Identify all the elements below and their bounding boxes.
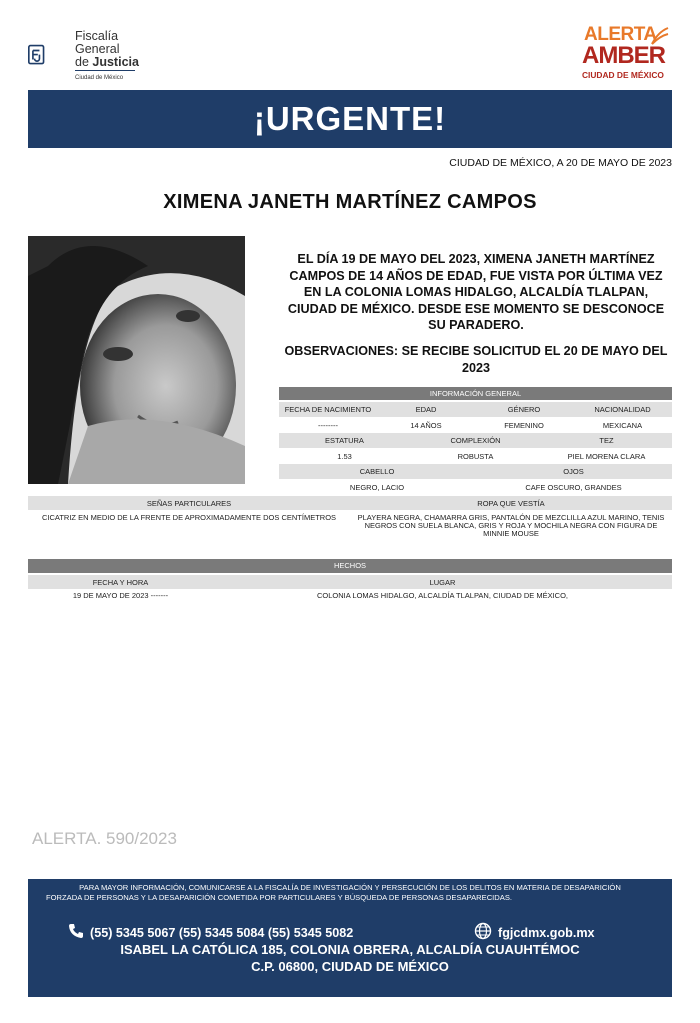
height-header: ESTATURA (325, 436, 364, 445)
address-line-1: ISABEL LA CATÓLICA 185, COLONIA OBRERA, ALCALDÍA CUAUHTÉMOC (120, 942, 580, 957)
urgent-banner: ¡URGENTE! (28, 90, 672, 148)
marks-header: SEÑAS PARTICULARES (146, 499, 232, 508)
clothes-value-3: MINNIE MOUSE (483, 529, 539, 538)
hair-header: CABELLO (359, 467, 395, 476)
nationality-header: NACIONALIDAD (594, 405, 651, 414)
eyes-header: OJOS (563, 467, 584, 476)
build-header: COMPLEXIÓN (450, 436, 501, 445)
nationality-value: MEXICANA (602, 421, 643, 430)
gender-header: GÉNERO (507, 405, 541, 414)
place-value: COLONIA LOMAS HIDALGO, ALCALDÍA TLALPAN, CIUDAD DE MÉXICO, (316, 591, 569, 600)
fgj-name (75, 30, 139, 69)
fgj-line-3: de Justicia (75, 55, 139, 69)
birth-value: -------- (318, 421, 338, 430)
skin-value: PIEL MORENA CLARA (567, 452, 646, 461)
disappearance-description: EL DÍA 19 DE MAYO DEL 2023, XIMENA JANETH MARTÍNEZ CAMPOS DE 14 AÑOS DE EDAD, FUE VISTA POR ÚLTIMA VEZ EN LA COLONIA LOMAS HIDALGO, ALCALDÍA TLALPAN, CIUDAD DE MÉXICO. DESDE ESE MOMENTO SE DESCONOCE SU PARADERO. (287, 252, 665, 332)
marks-value: CICATRIZ EN MEDIO DE LA FRENTE DE APROXIMADAMENTE DOS CENTÍMETROS (41, 513, 337, 522)
gender-value: FEMENINO (504, 421, 544, 430)
amber-signal-icon (648, 26, 670, 46)
eyes-value: CAFE OSCURO, GRANDES (525, 483, 622, 492)
fgj-divider (75, 70, 135, 71)
amber-logo (580, 24, 675, 86)
fgj-logo-icon (28, 26, 73, 84)
footer-info (46, 883, 654, 903)
website-link[interactable]: fgjcdmx.gob.mx (498, 926, 595, 940)
datetime-value: 19 DE MAYO DE 2023 ------- (72, 591, 169, 600)
observations: OBSERVACIONES: SE RECIBE SOLICITUD EL 20 DE MAYO DEL 2023 (284, 344, 668, 375)
fgj-line-1: Fiscalía (75, 29, 119, 43)
person-name: XIMENA JANETH MARTÍNEZ CAMPOS (163, 191, 537, 213)
globe-icon (474, 922, 492, 940)
photo-placeholder-icon (28, 236, 245, 484)
fgj-subtitle: Ciudad de México (75, 75, 124, 81)
footer-info-line-2: FORZADA DE PERSONAS Y LA DESAPARICIÓN COMETIDA POR PARTICULARES Y BÚSQUEDA DE PERSONAS DESAPARECIDAS. (46, 893, 513, 902)
age-header: EDAD (415, 405, 437, 414)
build-value: ROBUSTA (457, 452, 494, 461)
missing-person-photo (28, 236, 245, 484)
clothes-value-2: NEGROS CON SUELA BLANCA, GRIS Y ROJA Y MOCHILA NEGRA CON FIGURA DE (364, 521, 658, 530)
amber-line-3: CIUDAD DE MÉXICO (582, 70, 664, 80)
datetime-header: FECHA Y HORA (92, 578, 149, 587)
footer-info-line-1: PARA MAYOR INFORMACIÓN, COMUNICARSE A LA FISCALÍA DE INVESTIGACIÓN Y PERSECUCIÓN DE LOS DELITOS EN MATERIA DE DESAPARICIÓN (79, 883, 621, 892)
skin-header: TEZ (599, 436, 614, 445)
amber-line-2: AMBER (582, 42, 665, 69)
alert-number: ALERTA. 590/2023 (32, 829, 177, 848)
contact-footer (28, 879, 672, 997)
facts-section-title: HECHOS (28, 559, 672, 573)
phone-numbers[interactable]: (55) 5345 5067 (55) 5345 5084 (55) 5345 5082 (90, 926, 354, 940)
hair-value: NEGRO, LACIO (349, 483, 405, 492)
birth-header: FECHA DE NACIMIENTO (284, 405, 372, 414)
fgj-line-2: General (75, 42, 120, 56)
clothes-header: ROPA QUE VESTÍA (477, 499, 545, 508)
clothes-value-1: PLAYERA NEGRA, CHAMARRA GRIS, PANTALÓN DE MEZCLILLA AZUL MARINO, TENIS (357, 513, 665, 522)
issue-date: CIUDAD DE MÉXICO, A 20 DE MAYO DE 2023 (449, 157, 672, 169)
height-value: 1.53 (337, 452, 352, 461)
address-line-2: C.P. 06800, CIUDAD DE MÉXICO (251, 959, 449, 974)
place-header: LUGAR (429, 578, 456, 587)
info-section-title: INFORMACIÓN GENERAL (279, 387, 672, 400)
amber-line-1: ALERTA (584, 24, 657, 45)
phone-icon (68, 923, 84, 939)
age-value: 14 AÑOS (410, 421, 442, 430)
